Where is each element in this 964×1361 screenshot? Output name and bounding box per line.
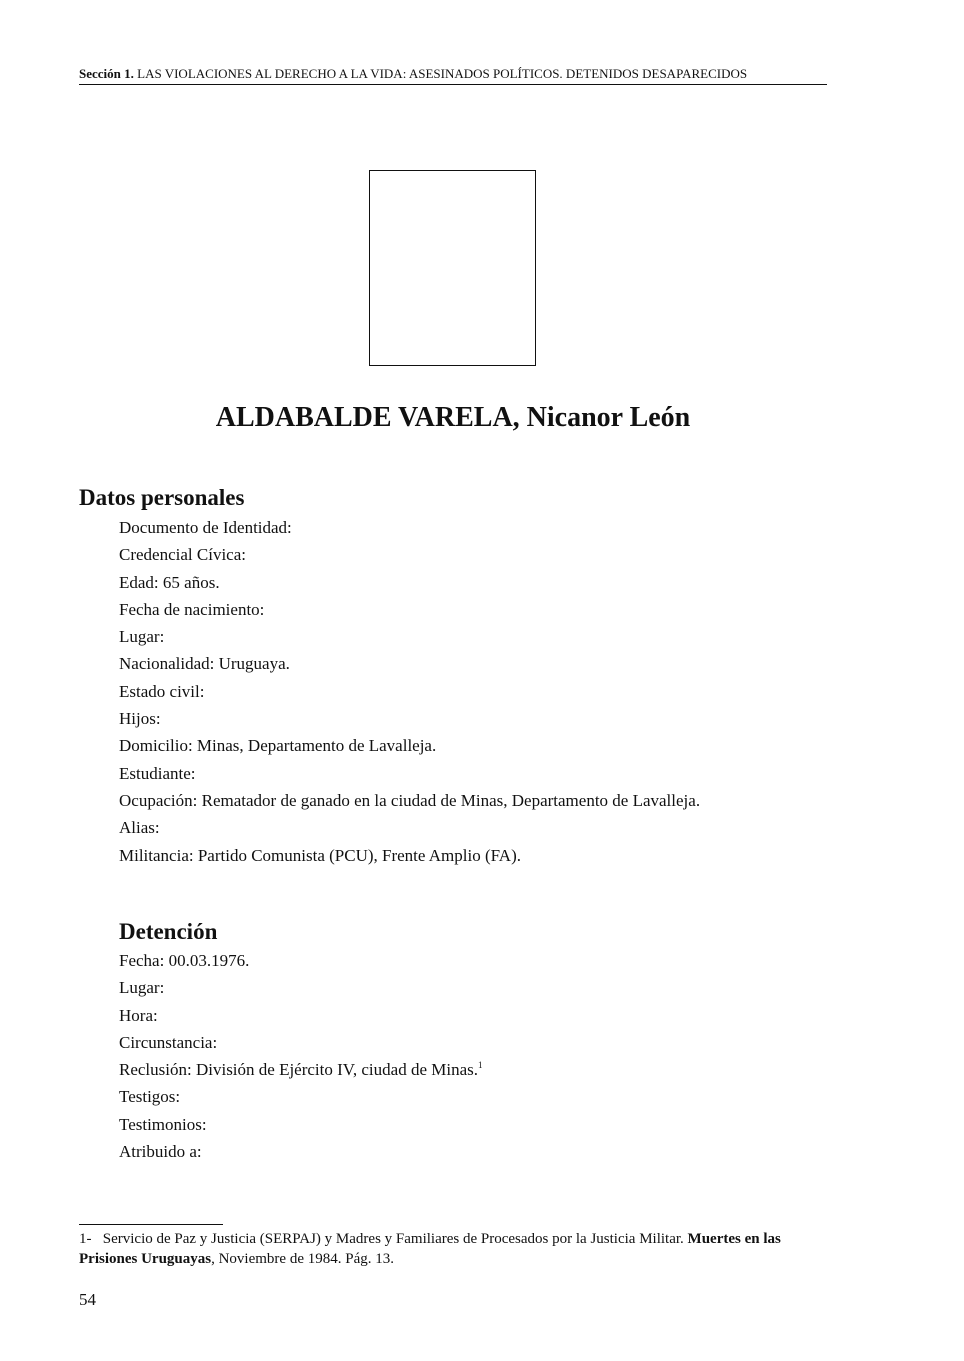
field-nacionalidad: Nacionalidad: Uruguaya. <box>119 654 290 674</box>
field-edad: Edad: 65 años. <box>119 572 220 592</box>
field-alias: Alias: <box>119 818 160 838</box>
detencion-list <box>119 947 482 1165</box>
field-circunstancia: Circunstancia: <box>119 1032 218 1052</box>
field-militancia: Militancia: Partido Comunista (PCU), Frente Amplio (FA). <box>119 845 521 865</box>
running-header <box>79 66 827 85</box>
footnote-title: Muertes en las Prisiones Uruguayas <box>79 1231 781 1267</box>
field-hijos: Hijos: <box>119 709 161 729</box>
field-credencial: Credencial Cívica: <box>119 545 246 565</box>
field-reclusion <box>119 1056 482 1083</box>
field-atribuido: Atribuido a: <box>119 1142 202 1162</box>
field-domicilio: Domicilio: Minas, Departamento de Lavalleja. <box>119 736 437 756</box>
field-ocupacion: Ocupación: Rematador de ganado en la ciudad de Minas, Departamento de Lavalleja. <box>119 790 701 810</box>
footnote-rule <box>79 1224 223 1225</box>
field-documento: Documento de Identidad: <box>119 518 292 537</box>
page-number: 54 <box>79 1290 96 1309</box>
field-estado-civil: Estado civil: <box>119 681 205 701</box>
footnote-text: Servicio de Paz y Justicia (SERPAJ) y Madres y Familiares de Procesados por la Justicia Militar. <box>102 1231 684 1247</box>
field-testigos: Testigos: <box>119 1087 181 1107</box>
footnote-number: 1- <box>79 1231 92 1247</box>
datos-personales-heading: Datos personales <box>79 485 245 510</box>
field-estudiante: Estudiante: <box>119 763 196 783</box>
field-detencion-hora: Hora: <box>119 1005 158 1025</box>
datos-personales-list <box>119 514 700 869</box>
field-fecha-nacimiento: Fecha de nacimiento: <box>119 599 265 619</box>
field-lugar: Lugar: <box>119 627 165 647</box>
footnote-ref: 1 <box>477 1060 483 1071</box>
footnote-tail: , Noviembre de 1984. Pág. 13. <box>211 1251 394 1267</box>
reclusion-text: Reclusión: División de Ejército IV, ciudad de Minas. <box>119 1060 478 1080</box>
photo-placeholder <box>369 170 536 366</box>
section-label: Sección 1. <box>79 66 134 81</box>
section-title: LAS VIOLACIONES AL DERECHO A LA VIDA: ASESINADOS POLÍTICOS. DETENIDOS DESAPARECIDOS <box>137 66 748 81</box>
detencion-heading: Detención <box>119 919 218 944</box>
field-detencion-fecha: Fecha: 00.03.1976. <box>119 951 250 970</box>
field-detencion-lugar: Lugar: <box>119 978 165 998</box>
field-testimonios: Testimonios: <box>119 1114 207 1134</box>
person-name: ALDABALDE VARELA, Nicanor León <box>215 402 691 433</box>
footnote <box>79 1229 839 1269</box>
